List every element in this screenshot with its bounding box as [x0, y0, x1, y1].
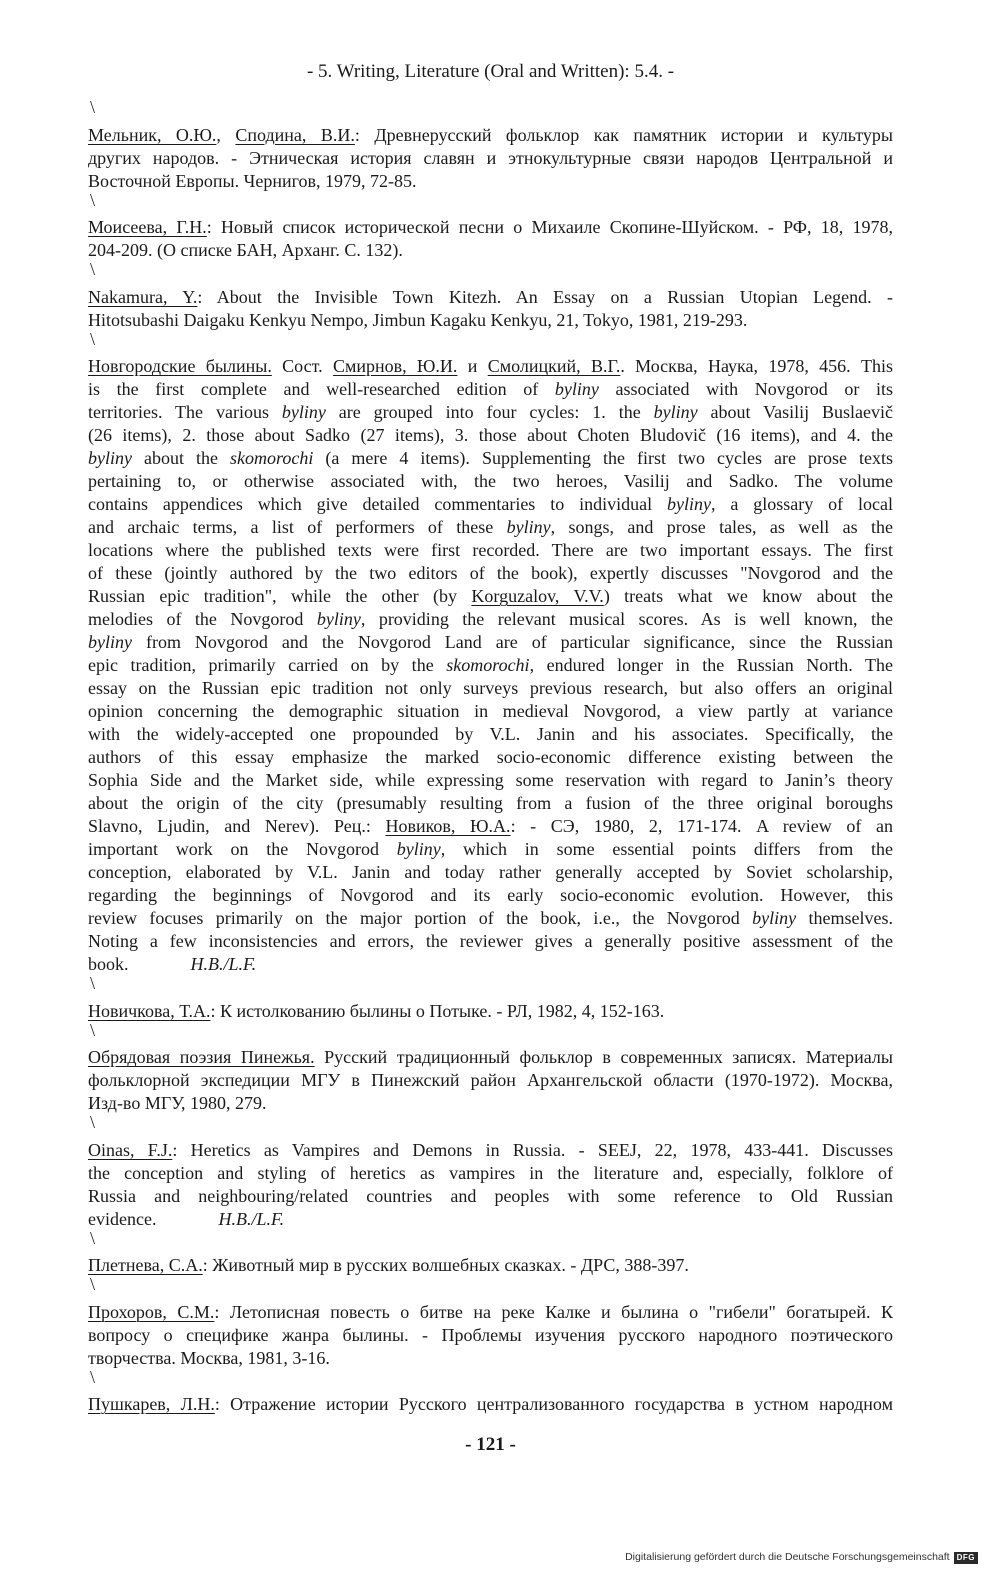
entry-text: Russian epic tradition", while the other (by: [88, 586, 472, 606]
entry-line: [88, 1301, 893, 1324]
entry-text: других народов. - Этническая история славян и этнокультурные связи народов Центральной и: [88, 147, 893, 168]
entry-separator: \: [90, 97, 96, 117]
entry-text: , endured longer in the Russian North. The: [529, 655, 893, 675]
entry-line: [88, 447, 893, 470]
entry-line: [88, 884, 893, 907]
italic-term: byliny: [554, 379, 599, 399]
entry-text: , a glossary of local: [710, 494, 893, 514]
underlined-name: Пушкарев, Л.Н.: [88, 1394, 215, 1414]
entry-line: [88, 493, 893, 516]
entry-text: : Летописная повесть о битве на реке Калке и былина о "гибели" богатырей. К: [214, 1301, 893, 1322]
entry-line: [88, 378, 893, 401]
underlined-name: Смолицкий, В.Г.: [487, 356, 621, 376]
entry-text: . Москва, Наука, 1978, 456. This: [620, 356, 893, 376]
entry-line: [88, 631, 893, 654]
entry-separator: \: [90, 1019, 96, 1040]
entry-line: [88, 1208, 893, 1231]
entry-text: : - СЭ, 1980, 2, 171-174. A review of an: [510, 816, 893, 836]
entry-line: [88, 147, 893, 170]
underlined-name: Nakamura, Y.: [88, 286, 198, 307]
entry-line: [88, 838, 893, 861]
entry-separator: \: [90, 328, 96, 349]
entry-text: , songs, and prose tales, as well as the: [550, 517, 893, 537]
underlined-name: Смирнов, Ю.И.: [332, 356, 458, 376]
underlined-name: Моисеева, Г.Н.: [88, 217, 207, 237]
italic-term: byliny: [88, 448, 132, 468]
underlined-name: Прохоров, С.М.: [88, 1301, 215, 1322]
entry-text: : Древнерусский фольклор как памятник истории и культуры: [354, 124, 893, 145]
entry-line: [88, 1046, 893, 1069]
entry-text: ,: [216, 124, 236, 145]
entry-text: about Vasilij Buslaevič: [697, 402, 893, 422]
entry-text: : About the Invisible Town Kitezh. An Essay on a Russian Utopian Legend. -: [197, 286, 893, 307]
entry-line: [88, 1162, 893, 1185]
entry-line: [88, 1347, 893, 1370]
entry-line: [88, 124, 893, 147]
entry-text: : Животный мир в русских волшебных сказках. - ДРС, 388-397.: [202, 1255, 689, 1275]
entry-line: [88, 654, 893, 677]
entry-text: (26 items), 2. those about Sadko (27 items), 3. those about Choten Bludovič (16 items), and 4. the: [88, 425, 893, 445]
entry-line: [88, 585, 893, 608]
entry-line: [88, 1139, 893, 1162]
italic-term: skomorochi: [446, 655, 530, 675]
entry-text: Sophia Side and the Market side, while expressing some reservation with regard to Janin’s theory: [88, 770, 893, 790]
page-number: - 121 -: [465, 1434, 516, 1455]
italic-term: skomorochi: [230, 448, 314, 468]
underlined-name: Korguzalov, V.V.: [471, 586, 604, 606]
entry-line: [88, 861, 893, 884]
entry-text: important work on the Novgorod: [88, 839, 397, 859]
entry-line: [88, 1092, 893, 1115]
entry-line: [88, 1254, 893, 1277]
entry-text: about the origin of the city (presumably resulting from a fusion of the three original boroughs: [88, 793, 893, 813]
bibliography-entry: [88, 1393, 893, 1416]
entry-text: , providing the relevant musical scores. As is well known, the: [360, 609, 893, 629]
entry-text: вопросу о специфике жанра былины. - Проблемы изучения русского народного поэтического: [88, 1324, 893, 1345]
italic-term: byliny: [506, 517, 551, 537]
underlined-name: Новичкова, Т.А.: [88, 1000, 211, 1021]
entry-text: Slavno, Ljudin, and Nerev). Рец.:: [88, 816, 386, 836]
entry-text: Русский традиционный фольклор в современных записях. Материалы: [314, 1047, 893, 1067]
entry-text: Noting a few inconsistencies and errors, the reviewer gives a generally positive assessment of the: [88, 931, 893, 951]
entry-line: [88, 562, 893, 585]
entry-text: book.: [88, 954, 129, 974]
entry-text: is the first complete and well-researched edition of: [88, 379, 555, 399]
entry-line: [88, 539, 893, 562]
entry-text: the conception and styling of heretics as vampires in the literature and, especially, folklore of: [88, 1162, 893, 1183]
running-title: - 5. Writing, Literature (Oral and Written): 5.4. -: [306, 61, 675, 82]
entry-text: are grouped into four cycles: 1. the: [325, 402, 654, 422]
dfg-logo-icon: DFG: [954, 1552, 978, 1564]
italic-term: byliny: [88, 632, 132, 652]
reviewer-initials: H.B./L.F.: [190, 954, 257, 974]
entry-line: [88, 907, 893, 930]
entry-separator: \: [90, 259, 96, 279]
entry-line: [88, 355, 893, 378]
entry-line: [88, 930, 893, 953]
entry-text: and archaic terms, a list of performers of these: [88, 517, 507, 537]
entry-text: , which in some essential points differs from the: [440, 839, 894, 859]
entry-line: [88, 401, 893, 424]
entry-line: [88, 1185, 893, 1208]
entry-text: locations where the published texts were first recorded. There are two important essays. The first: [88, 540, 893, 560]
entry-line: [88, 216, 893, 239]
bibliography-entry: [88, 216, 893, 262]
entry-text: : К истолкованию былины о Потыке. - РЛ, 1982, 4, 152-163.: [210, 1000, 665, 1021]
entry-text: и: [457, 356, 488, 376]
bibliography-entry: [88, 1139, 893, 1231]
entry-line: [88, 516, 893, 539]
entry-text: epic tradition, primarily carried on by the: [88, 655, 447, 675]
italic-term: byliny: [281, 402, 326, 422]
entry-text: : Heretics as Vampires and Demons in Russia. - SEEJ, 22, 1978, 433-441. Discusses: [172, 1139, 893, 1160]
italic-term: byliny: [316, 609, 361, 629]
entry-line: [88, 608, 893, 631]
entry-text: Изд-во МГУ, 1980, 279.: [88, 1093, 267, 1113]
entry-line: [88, 746, 893, 769]
entry-separator: \: [90, 973, 96, 993]
reviewer-initials: H.B./L.F.: [218, 1208, 285, 1229]
entry-line: [88, 723, 893, 746]
bibliography-entry: [88, 1000, 893, 1023]
entry-text: pertaining to, or otherwise associated with, the two heroes, Vasilij and Sadko. The volume: [88, 471, 893, 491]
entry-text: regarding the beginnings of Novgorod and its early socio-economic evolution. However, this: [88, 885, 893, 905]
entry-line: [88, 953, 893, 976]
entry-line: [88, 1393, 893, 1416]
entry-text: фольклорной экспедиции МГУ в Пинежский район Архангельской области (1970-1972). Москва,: [88, 1070, 893, 1090]
funding-note: [625, 1551, 978, 1564]
entry-line: [88, 815, 893, 838]
entry-line: [88, 1069, 893, 1092]
entry-line: [88, 1000, 893, 1023]
bibliography-entry: [88, 1046, 893, 1115]
entry-text: territories. The various: [88, 402, 282, 422]
entry-text: Восточной Европы. Чернигов, 1979, 72-85.: [88, 170, 417, 191]
entry-text: about the: [131, 448, 231, 468]
bibliography-entry: [88, 1254, 893, 1277]
entry-text: Hitotsubashi Daigaku Kenkyu Nempo, Jimbun Kagaku Kenkyu, 21, Tokyo, 1981, 219-293.: [88, 309, 748, 330]
entry-text: themselves.: [796, 908, 893, 928]
entry-line: [88, 677, 893, 700]
underlined-name: Новиков, Ю.А.: [385, 816, 511, 836]
entry-text: authors of this essay emphasize the marked socio-economic difference existing between the: [88, 747, 893, 767]
entry-line: [88, 470, 893, 493]
underlined-name: Новгородские былины.: [88, 356, 272, 376]
entry-text: Russia and neighbouring/related countries and peoples with some reference to Old Russian: [88, 1185, 893, 1206]
underlined-name: Обрядовая поэзия Пинежья.: [88, 1047, 315, 1067]
entry-text: with the widely-accepted one propounded by V.L. Janin and his associates. Specifically, the: [88, 724, 893, 744]
entry-text: opinion concerning the demographic situation in medieval Novgorod, a view partly at variance: [88, 701, 893, 721]
entry-line: [88, 286, 893, 309]
entry-text: evidence.: [88, 1208, 157, 1229]
entry-separator: \: [90, 1112, 96, 1132]
entry-text: contains appendices which give detailed commentaries to individual: [88, 494, 667, 514]
entry-separator: \: [90, 189, 96, 210]
underlined-name: Сподина, В.И.: [235, 124, 355, 145]
entry-text: melodies of the Novgorod: [88, 609, 317, 629]
entry-text: творчества. Москва, 1981, 3-16.: [88, 1347, 330, 1368]
entry-text: essay on the Russian epic tradition not only surveys previous research, but also offers an original: [88, 678, 893, 698]
entry-text: from Novgorod and the Novgorod Land are of particular significance, since the Russian: [131, 632, 893, 652]
entry-text: 204-209. (О списке БАН, Арханг. С. 132).: [88, 240, 403, 260]
entry-line: [88, 792, 893, 815]
entry-text: of these (jointly authored by the two editors of the book), expertly discusses "Novgorod and the: [88, 563, 893, 583]
bibliography-entry: [88, 355, 893, 976]
entry-text: review focuses primarily on the major portion of the book, i.e., the Novgorod: [88, 908, 753, 928]
entry-separator: \: [90, 1366, 96, 1387]
entry-text: (a mere 4 items). Supplementing the first two cycles are prose texts: [313, 448, 894, 468]
bibliography-list: [88, 97, 894, 1416]
entry-text: Сост.: [271, 356, 333, 376]
underlined-name: Мельник, О.Ю.: [88, 124, 217, 145]
entry-separator: \: [90, 1227, 96, 1248]
entry-text: ) treats what we know about the: [603, 586, 893, 606]
italic-term: byliny: [396, 839, 441, 859]
underlined-name: Плетнева, С.А.: [88, 1255, 203, 1275]
entry-line: [88, 170, 893, 193]
entry-line: [88, 309, 893, 332]
funding-note-text: Digitalisierung gefördert durch die Deutsche Forschungsgemeinschaft: [625, 1551, 950, 1563]
bibliography-entry: [88, 1301, 893, 1370]
entry-line: [88, 1324, 893, 1347]
bibliography-entry: [88, 124, 893, 193]
bibliography-entry: [88, 286, 893, 332]
entry-line: [88, 769, 893, 792]
entry-separator: \: [90, 1274, 96, 1294]
entry-text: : Отражение истории Русского централизованного государства в устном народном: [214, 1394, 893, 1414]
italic-term: byliny: [752, 908, 797, 928]
underlined-name: Oinas, F.J.: [88, 1139, 173, 1160]
entry-line: [88, 700, 893, 723]
entry-line: [88, 424, 893, 447]
entry-text: conception, elaborated by V.L. Janin and today rather generally accepted by Soviet scholarship,: [88, 862, 893, 882]
italic-term: byliny: [653, 402, 698, 422]
italic-term: byliny: [666, 494, 711, 514]
entry-text: : Новый список исторической песни о Михаиле Скопине-Шуйском. - РФ, 18, 1978,: [206, 217, 893, 237]
entry-text: associated with Novgorod or its: [598, 379, 893, 399]
entry-line: [88, 239, 893, 262]
